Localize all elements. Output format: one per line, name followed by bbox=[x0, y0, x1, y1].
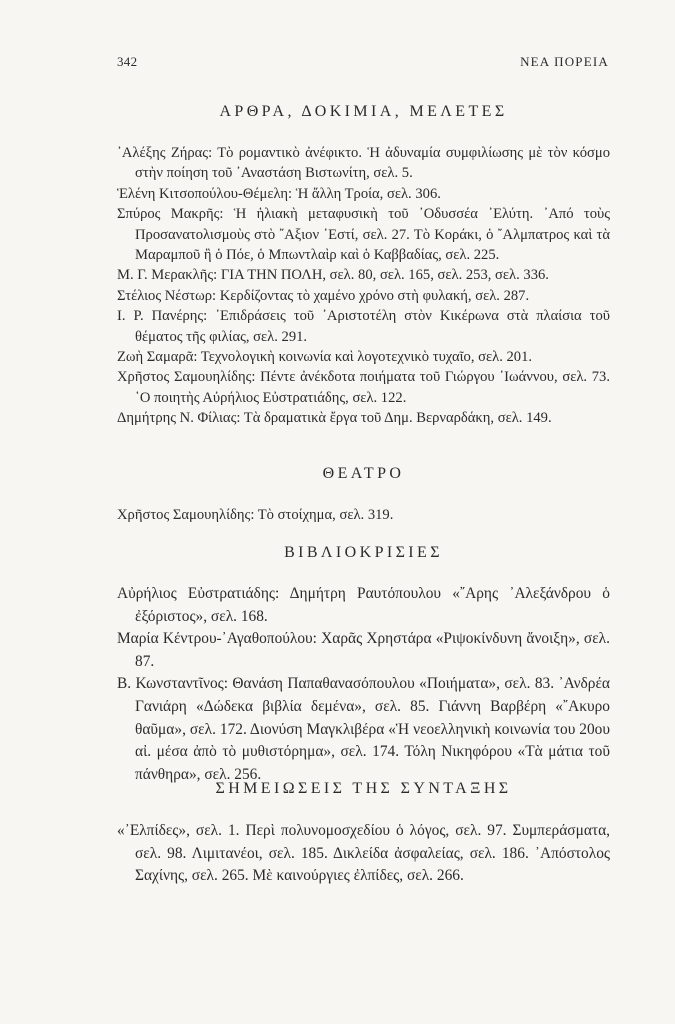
section-title-book-reviews: ΒΙΒΛΙΟΚΡΙΣΙΕΣ bbox=[284, 544, 443, 561]
list-item: Ἑλένη Κιτσοπούλου-Θέμελη: Ἡ ἄλλη Τροία, σελ. 306. bbox=[117, 185, 441, 202]
list-item: Χρῆστος Σαμουηλίδης: Πέντε ἀνέκδοτα ποιήματα τοῦ Γιώργου ᾿Ιωάννου, σελ. 73. ῾Ο ποιητὴς Αὐρήλιος Εὐστρατιάδης, σελ. 122. bbox=[117, 369, 610, 406]
theatre-list bbox=[117, 505, 610, 525]
book-reviews-list bbox=[117, 583, 610, 786]
section-title-articles: ΑΡΘΡΑ, ΔΟΚΙΜΙΑ, ΜΕΛΕΤΕΣ bbox=[219, 103, 508, 120]
list-item: Β. Κωνσταντῖνος: Θανάση Παπαθανασόπουλου «Ποιήματα», σελ. 83. ᾿Ανδρέα Γανιάρη «Δώδεκα βιβλία δεμένα», σελ. 85. Γιάννη Βαρβέρη «῎Ακυρο θαῦμα», σελ. 172. Διονύση Μαγκλιβέρα «Ἡ νεοελληνικὴ κοινωνία του 20ου αἰ. μέσα ἀπὸ τὸ μυθιστόρημα», σελ. 174. Τόλη Νικηφόρου «Τὰ μάτια τοῦ πάνθηρα», σελ. 256. bbox=[117, 675, 610, 783]
articles-list bbox=[117, 143, 610, 429]
list-item: Στέλιος Νέστωρ: Κερδίζοντας τὸ χαμένο χρόνο στὴ φυλακή, σελ. 287. bbox=[117, 287, 530, 304]
list-item: Μαρία Κέντρου-᾿Αγαθοπούλου: Χαρᾶς Χρηστάρα «Ριψοκίνδυνη ἄνοιξη», σελ. 87. bbox=[117, 630, 610, 670]
list-item: Χρῆστος Σαμουηλίδης: Τὸ στοίχημα, σελ. 319. bbox=[117, 507, 394, 523]
editorial-notes-list bbox=[117, 820, 610, 888]
list-item: ᾿Αλέξης Ζήρας: Τὸ ρομαντικὸ ἀνέφικτο. Ἡ ἀδυναμία συμφιλίωσης μὲ τὸν κόσμο στὴν ποίηση τοῦ ᾿Αναστάση Βιστωνίτη, σελ. 5. bbox=[117, 145, 610, 182]
list-item: «᾿Ελπίδες», σελ. 1. Περὶ πολυνομοσχεδίου ὁ λόγος, σελ. 97. Συμπεράσματα, σελ. 98. Λιμιτανέοι, σελ. 185. Δικλείδα ἀσφαλείας, σελ. 186. ᾿Απόστολος Σαχίνης, σελ. 265. Μὲ καινούργιες ἐλπίδες, σελ. 266. bbox=[117, 822, 610, 885]
page-number: 342 bbox=[117, 54, 138, 69]
list-item: Αὐρήλιος Εὐστρατιάδης: Δημήτρη Ραυτόπουλου «῎Αρης ᾿Αλεξάνδρου ὁ ἐξόριστος», σελ. 168. bbox=[117, 585, 610, 625]
list-item: Ζωὴ Σαμαρᾶ: Τεχνολογικὴ κοινωνία καὶ λογοτεχνικὸ τυχαῖο, σελ. 201. bbox=[117, 349, 533, 366]
list-item: Σπύρος Μακρῆς: Ἡ ἡλιακὴ μεταφυσικὴ τοῦ ᾿Οδυσσέα ᾿Ελύτη. ᾿Από τοὺς Προσανατολισμοὺς στὸ ῎Αξιον ᾿Εστί, σελ. 27. Τὸ Κοράκι, ὁ ῎Αλμπατρος καὶ τὰ Μαραμποῦ ἢ ὁ Πόε, ὁ Μπωντλαὶρ καὶ ὁ Καββαδίας, σελ. 225. bbox=[117, 206, 610, 264]
section-title-theatre: ΘΕΑΤΡΟ bbox=[322, 465, 405, 482]
running-head: ΝΕΑ ΠΟΡΕΙΑ bbox=[520, 54, 609, 69]
list-item: Δημήτρης Ν. Φίλιας: Τὰ δραματικὰ ἔργα τοῦ Δημ. Βερναρδάκη, σελ. 149. bbox=[117, 410, 552, 427]
section-title-editorial-notes: ΣΗΜΕΙΩΣΕΙΣ ΤΗΣ ΣΥΝΤΑΞΗΣ bbox=[215, 780, 512, 797]
list-item: Ι. Ρ. Πανέρης: ᾿Επιδράσεις τοῦ ᾿Αριστοτέλη στὸν Κικέρωνα στὰ πλαίσια τοῦ θέματος τῆς φιλίας, σελ. 291. bbox=[117, 308, 610, 345]
list-item: Μ. Γ. Μερακλῆς: ΓΙΑ ΤΗΝ ΠΟΛΗ, σελ. 80, σελ. 165, σελ. 253, σελ. 336. bbox=[117, 267, 549, 284]
